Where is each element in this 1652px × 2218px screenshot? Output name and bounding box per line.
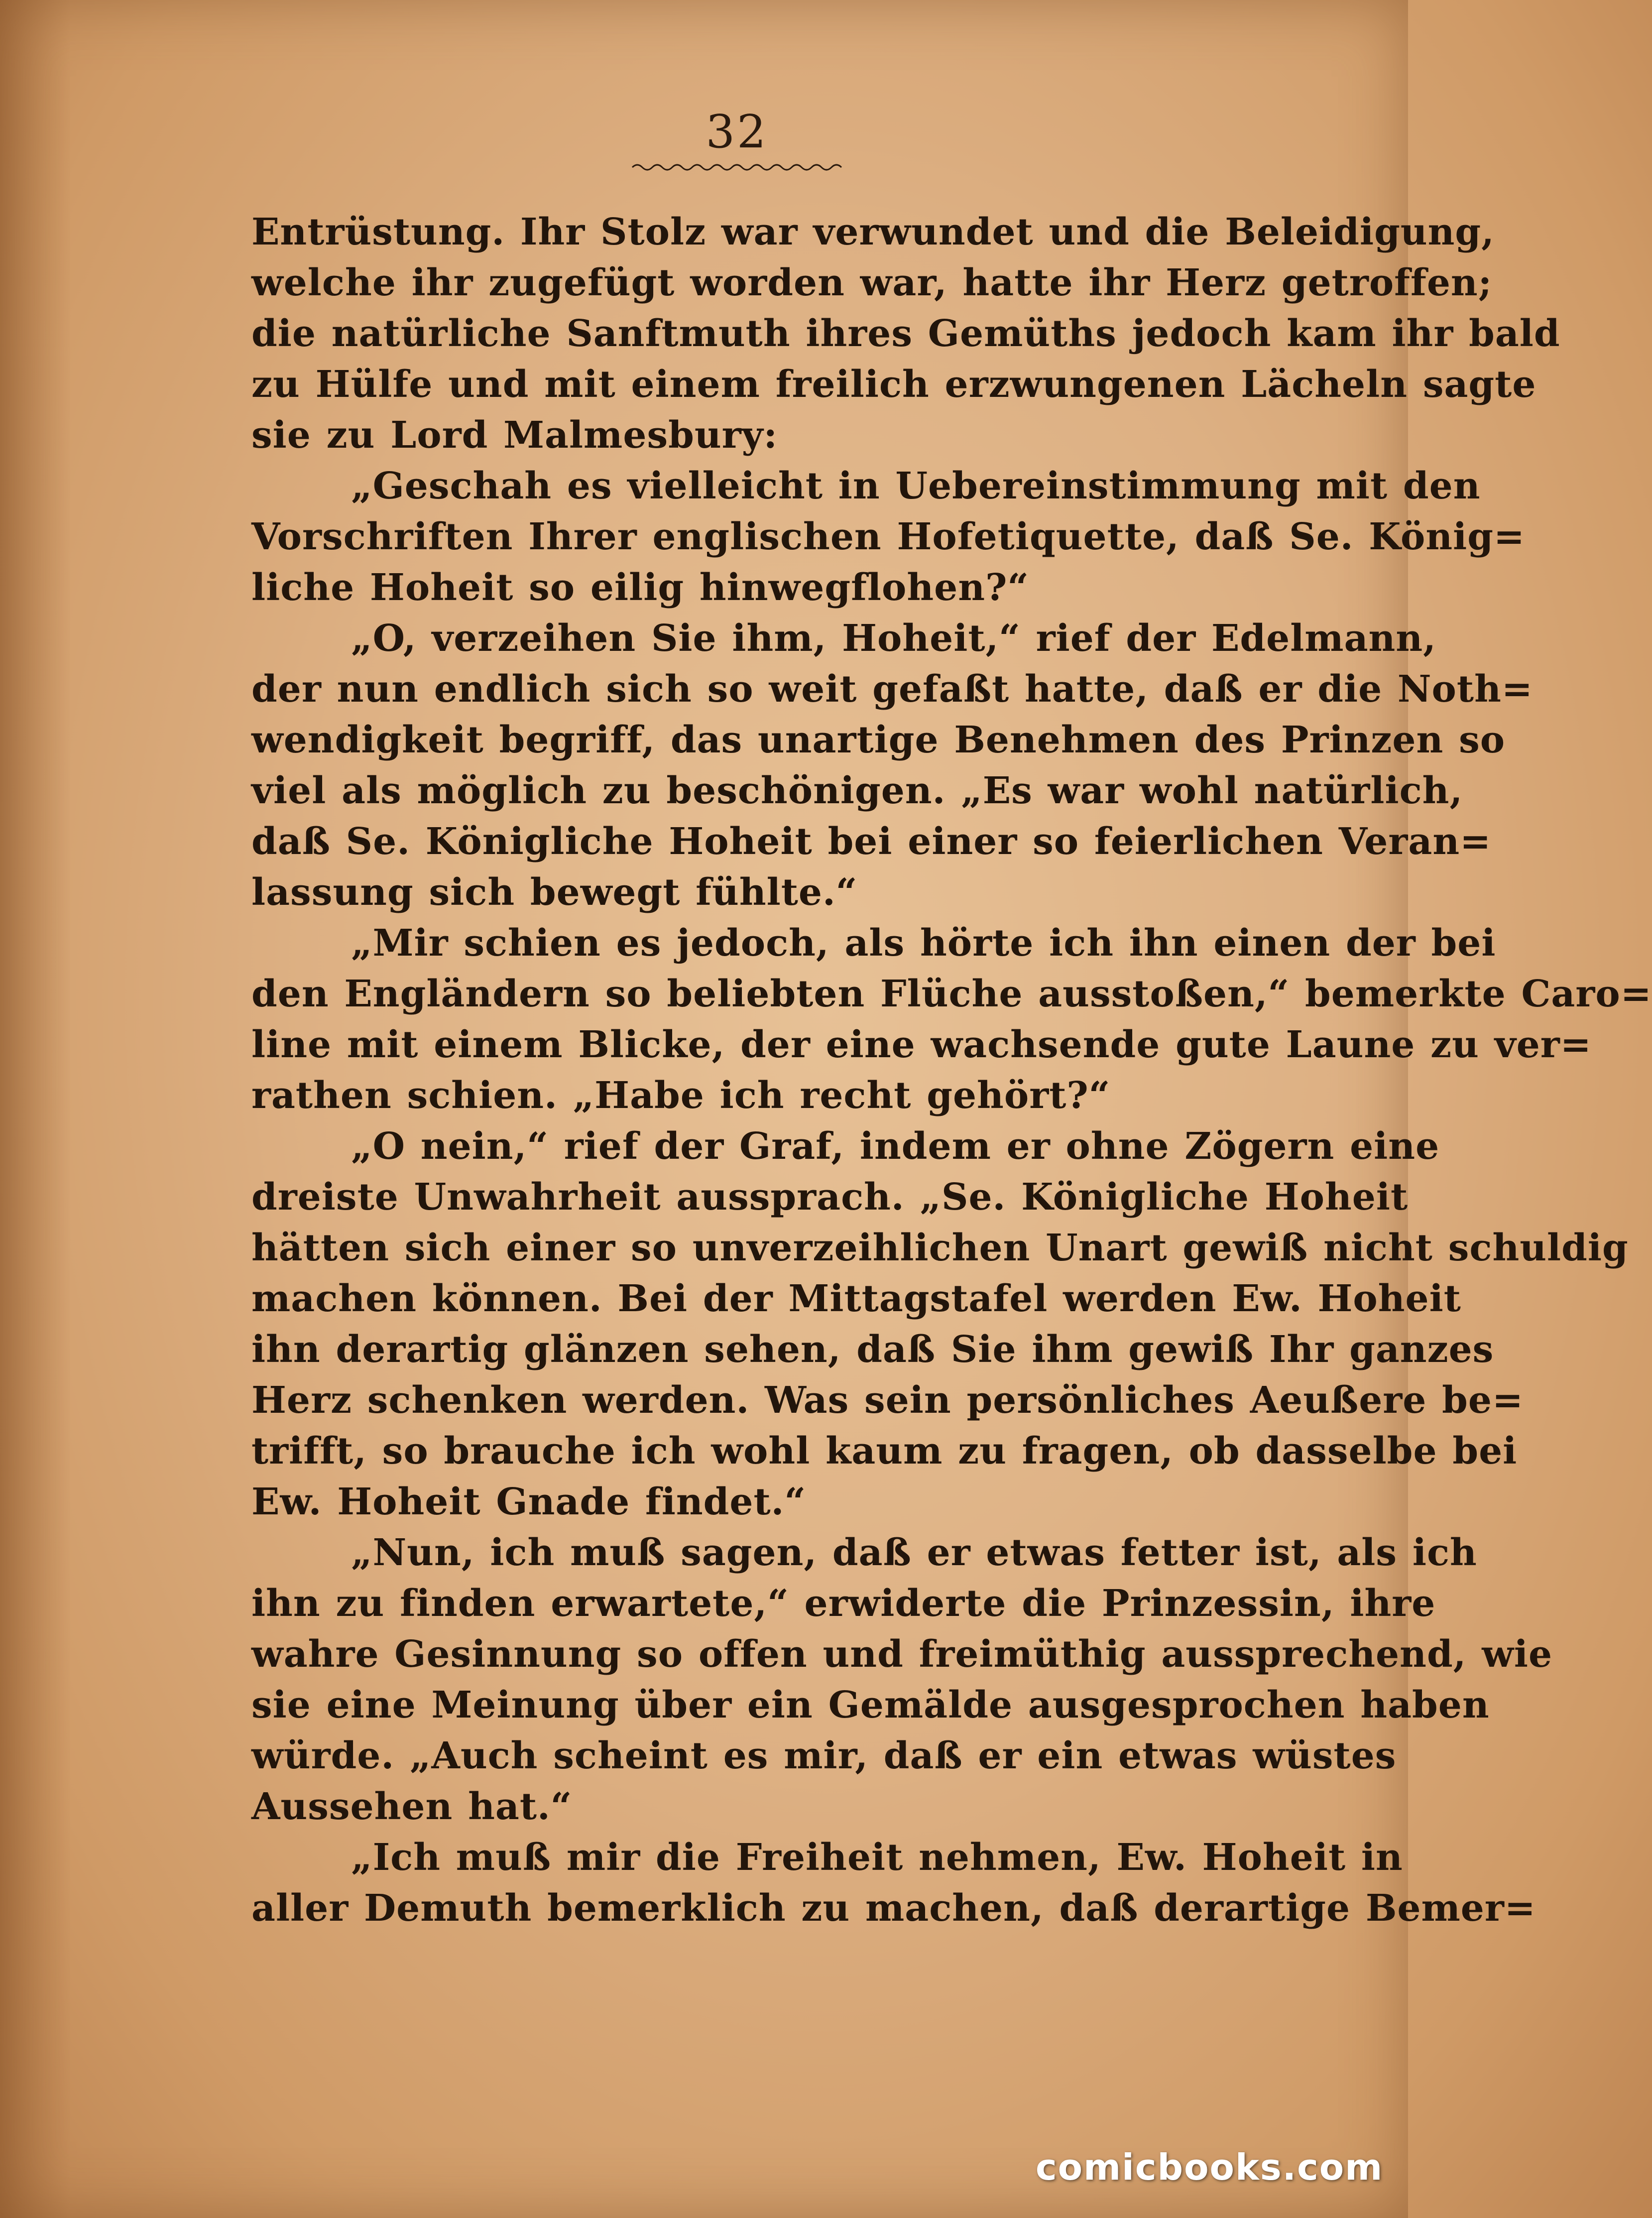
text-line: sie eine Meinung über ein Gemälde ausgesprochen haben [251, 1684, 1490, 1726]
text-line: daß Se. Königliche Hoheit bei einer so feierlichen Veran= [251, 820, 1492, 863]
text-line: Herz schenken werden. Was sein persönliches Aeußere be= [251, 1379, 1524, 1422]
text-line: zu Hülfe und mit einem freilich erzwungenen Lächeln sagte [251, 363, 1536, 406]
page-header [597, 107, 876, 175]
text-line: wahre Gesinnung so offen und freimüthig aussprechend, wie [251, 1633, 1553, 1676]
site-watermark: comicbooks.com [1036, 2146, 1384, 2188]
text-line: viel als möglich zu beschönigen. „Es war wohl natürlich, [251, 769, 1463, 812]
text-line: liche Hoheit so eilig hinwegflohen?“ [251, 566, 1029, 609]
text-line: welche ihr zugefügt worden war, hatte ihr Herz getroffen; [251, 261, 1493, 304]
text-line: den Engländern so beliebten Flüche ausstoßen,“ bemerkte Caro= [251, 973, 1652, 1015]
page-number: 32 [706, 105, 768, 158]
text-line: Entrüstung. Ihr Stolz war verwundet und die Beleidigung, [251, 211, 1495, 253]
page-stain [0, 0, 70, 2218]
text-line: die natürliche Sanftmuth ihres Gemüths jedoch kam ihr bald [251, 312, 1560, 355]
text-line: „Ich muß mir die Freiheit nehmen, Ew. Hoheit in [351, 1836, 1403, 1879]
text-line: hätten sich einer so unverzeihlichen Unart gewiß nicht schuldig [251, 1227, 1629, 1269]
text-line: dreiste Unwahrheit aussprach. „Se. Königliche Hoheit [251, 1176, 1409, 1219]
text-line: „O, verzeihen Sie ihm, Hoheit,“ rief der Edelmann, [351, 617, 1436, 660]
text-line: „Mir schien es jedoch, als hörte ich ihn einen der bei [351, 922, 1496, 965]
text-line: würde. „Auch scheint es mir, daß er ein etwas wüstes [251, 1734, 1397, 1777]
text-line: Aussehen hat.“ [251, 1785, 573, 1828]
text-line: Vorschriften Ihrer englischen Hofetiquette, daß Se. König= [251, 515, 1526, 558]
text-line: line mit einem Blicke, der eine wachsende gute Laune zu ver= [251, 1023, 1592, 1066]
text-line: „Nun, ich muß sagen, daß er etwas fetter ist, als ich [351, 1531, 1477, 1574]
text-line: aller Demuth bemerklich zu machen, daß derartige Bemer= [251, 1887, 1536, 1930]
text-line: ihn derartig glänzen sehen, daß Sie ihm gewiß Ihr ganzes [251, 1328, 1494, 1371]
text-line: trifft, so brauche ich wohl kaum zu fragen, ob dasselbe bei [251, 1430, 1518, 1473]
wavy-rule-ornament [632, 160, 841, 175]
text-line: wendigkeit begriff, das unartige Benehmen des Prinzen so [251, 719, 1506, 761]
text-line: ihn zu finden erwartete,“ erwiderte die Prinzessin, ihre [251, 1582, 1436, 1625]
text-line: „O nein,“ rief der Graf, indem er ohne Zögern eine [351, 1125, 1440, 1168]
text-line: Ew. Hoheit Gnade findet.“ [251, 1480, 807, 1523]
text-line: der nun endlich sich so weit gefaßt hatte, daß er die Noth= [251, 668, 1533, 711]
text-line: lassung sich bewegt fühlte.“ [251, 871, 858, 914]
text-line: sie zu Lord Malmesbury: [251, 414, 778, 457]
text-line: machen können. Bei der Mittagstafel werden Ew. Hoheit [251, 1277, 1461, 1320]
body-text [251, 207, 1652, 1934]
text-line: rathen schien. „Habe ich recht gehört?“ [251, 1074, 1111, 1117]
text-line: „Geschah es vielleicht in Uebereinstimmung mit den [351, 465, 1481, 507]
